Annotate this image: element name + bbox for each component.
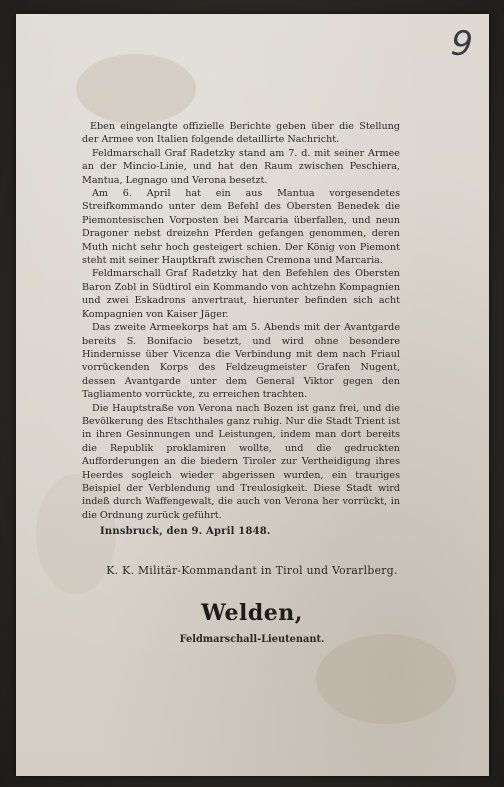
paragraph: Die Hauptstraße von Verona nach Bozen ist ganz frei, und die Bevölkerung des Etschthales ganz ruhig. Nur die Stadt Trient ist in ihren Gesinnungen und Leistungen, indem man dort bereits die Republik proklamiren wollte, und die gedruckten Aufforderungen an die biedern Tiroler zur Vertheidigung ihres Heerdes sogleich wieder abgerissen wurden, ein trauriges Beispiel der Verblendung und Treulosigkeit. Diese Stadt wird indeß durch Waffengewalt, die auch von Verona her vorrückt, in die Ordnung zurück geführt. (82, 402, 400, 521)
proclamation-body (82, 120, 400, 522)
issuing-authority: K. K. Militär-Kommandant in Tirol und Vorarlberg. (106, 564, 398, 577)
paragraph: Feldmarschall Graf Radetzky stand am 7. d. mit seiner Armee an der Mincio-Linie, und hat den Raum zwischen Peschiera, Mantua, Legnago und Verona besetzt. (82, 147, 400, 186)
paragraph: Das zweite Armeekorps hat am 5. Abends mit der Avantgarde bereits S. Bonifacio besetzt, und wird ohne besondere Hindernisse über Vicenza die Verbindung mit dem nach Friaul vorrückenden Korps des Feldzeugmeister Grafen Nugent, dessen Avantgarde unter dem General Viktor gegen den Tagliamento vorrückte, zu erreichen trachten. (82, 322, 400, 401)
paper-stain (316, 634, 456, 724)
dateline: Innsbruck, den 9. April 1848. (100, 526, 271, 537)
paragraph: Feldmarschall Graf Radetzky hat den Befehlen des Obersten Baron Zobl in Südtirol ein Kommando von achtzehn Kompagnien und zwei Eskadrons anvertraut, hierunter befinden sich acht Kompagnien von Kaiser Jäger. (82, 268, 400, 320)
paragraph: Am 6. April hat ein aus Mantua vorgesendetes Streifkommando unter dem Befehl des Obersten Benedek die Piemontesischen Vorposten bei Marcaria überfallen, und neun Dragoner nebst dreizehn Pferden gefangen genommen, deren Muth nicht sehr hoch gesteigert schien. Der König von Piemont steht mit seiner Hauptkraft zwischen Cremona und Marcaria. (82, 188, 400, 267)
paragraph: Eben eingelangte offizielle Berichte geben über die Stellung der Armee von Italien folgende detaillirte Nachricht. (82, 121, 400, 146)
signature-name: Welden, (201, 600, 303, 626)
paper-stain (76, 54, 196, 124)
signature-rank: Feldmarschall-Lieutenant. (179, 634, 325, 645)
folio-number: 9 (449, 23, 474, 65)
